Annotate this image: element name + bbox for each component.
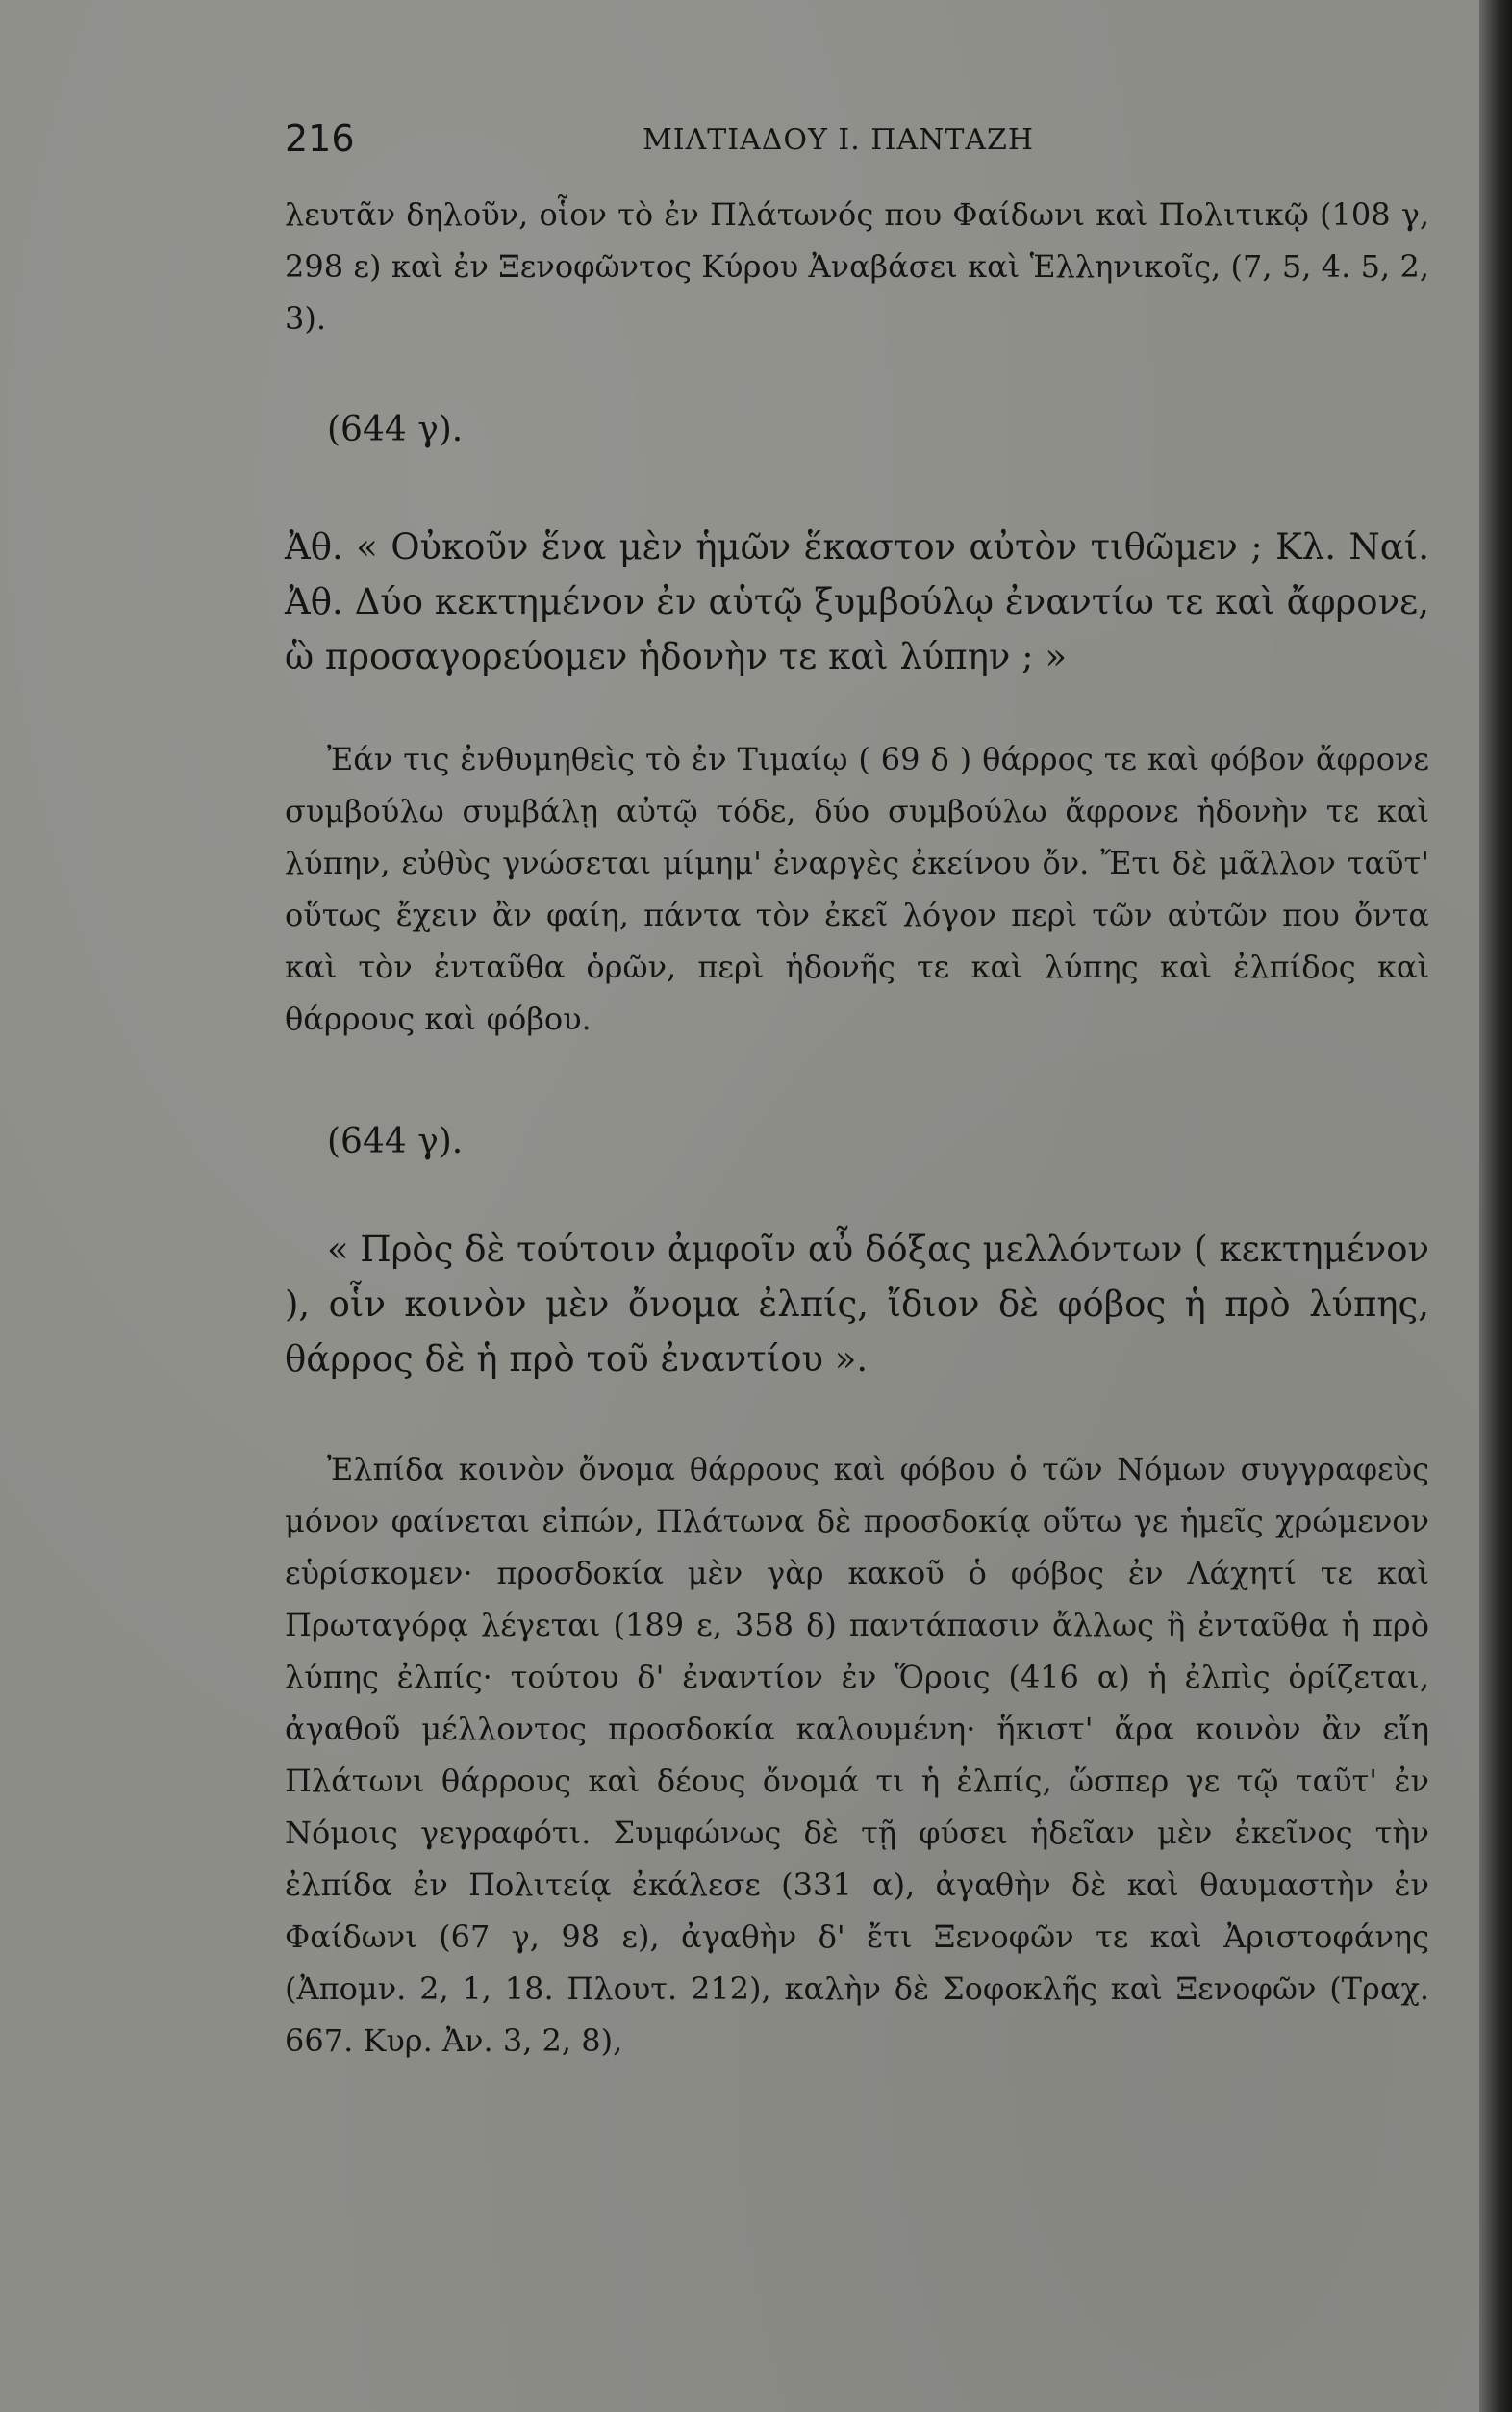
- page-edge-shadow: [1479, 0, 1512, 2412]
- quoted-passage: « Πρὸς δὲ τούτοιν ἀμφοῖν αὖ δόξας μελλόντων ( κεκτημένον ), οἷν κοινὸν μὲν ὄνομα ἐλπίς, ἴδιον δὲ φόβος ἡ πρὸ λύπης, θάρρος δὲ ἡ πρὸ τοῦ ἐναντίου ».: [285, 1229, 1429, 1380]
- page-number: 216: [285, 117, 355, 160]
- paragraph-continuation: λευτᾶν δηλοῦν, οἷον τὸ ἐν Πλάτωνός που Φαίδωνι καὶ Πολιτικῷ (108 γ, 298 ε) καὶ ἐν Ξενοφῶντος Κύρου Ἀναβάσει καὶ Ἑλληνικοῖς, (7, 5, 4. 5, 2, 3).: [285, 196, 1429, 337]
- citation-reference: (644 γ).: [327, 410, 464, 449]
- page-header: [285, 117, 1256, 175]
- commentary-paragraph: Ἐάν τις ἐνθυμηθεὶς τὸ ἐν Τιμαίῳ ( 69 δ ) θάρρος τε καὶ φόβον ἄφρονε συμβούλω συμβάλῃ αὐτῷ τόδε, δύο συμβούλω ἄφρονε ἡδονὴν τε καὶ λύπην, εὐθὺς γνώσεται μίμημ' ἐναργὲς ἐκείνου ὄν. Ἔτι δὲ μᾶλλον ταῦτ' οὕτως ἔχειν ἂν φαίη, πάντα τὸν ἐκεῖ λόγον περὶ τῶν αὐτῶν που ὄντα καὶ τὸν ἐνταῦθα ὁρῶν, περὶ ἡδονῆς τε καὶ λύπης καὶ ἐλπίδος καὶ θάρρους καὶ φόβου.: [285, 741, 1429, 1037]
- commentary-paragraph: Ἐλπίδα κοινὸν ὄνομα θάρρους καὶ φόβου ὁ τῶν Νόμων συγγραφεὺς μόνον φαίνεται εἰπών, Πλάτωνα δὲ προσδοκίᾳ οὕτω γε ἡμεῖς χρώμενον εὑρίσκομεν· προσδοκία μὲν γὰρ κακοῦ ὁ φόβος ἐν Λάχητί τε καὶ Πρωταγόρᾳ λέγεται (189 ε, 358 δ) παντάπασιν ἄλλως ἢ ἐνταῦθα ἡ πρὸ λύπης ἐλπίς· τούτου δ' ἐναντίον ἐν Ὅροις (416 α) ἡ ἐλπὶς ὁρίζεται, ἀγαθοῦ μέλλοντος προσδοκία καλουμένη· ἥκιστ' ἄρα κοινὸν ἂν εἴη Πλάτωνι θάρρους καὶ δέους ὄνομά τι ἡ ἐλπίς, ὥσπερ γε τῷ ταῦτ' ἐν Νόμοις γεγραφότι. Συμφώνως δὲ τῇ φύσει ἡδεῖαν μὲν ἐκεῖνος τὴν ἐλπίδα ἐν Πολιτείᾳ ἐκάλεσε (331 α), ἀγαθὴν δὲ καὶ θαυμαστὴν ἐν Φαίδωνι (67 γ, 98 ε), ἀγαθὴν δ' ἔτι Ξενοφῶν τε καὶ Ἀριστοφάνης (Ἀπομν. 2, 1, 18. Πλουτ. 212), καλὴν δὲ Σοφοκλῆς καὶ Ξενοφῶν (Τραχ. 667. Κυρ. Ἀν. 3, 2, 8),: [285, 1451, 1429, 2059]
- citation-reference: (644 γ).: [327, 1122, 464, 1161]
- quoted-dialogue: Ἀθ. « Οὐκοῦν ἕνα μὲν ἡμῶν ἕκαστον αὐτὸν τιθῶμεν ; Κλ. Ναί. Ἀθ. Δύο κεκτημένον ἐν αὑτῷ ξυμβούλῳ ἐναντίω τε καὶ ἄφρονε, ὣ προσαγορεύομεν ἡδονὴν τε καὶ λύπην ; »: [285, 526, 1429, 677]
- running-head: ΜΙΛΤΙΑΔΟΥ Ι. ΠΑΝΤΑΖΗ: [643, 123, 1035, 157]
